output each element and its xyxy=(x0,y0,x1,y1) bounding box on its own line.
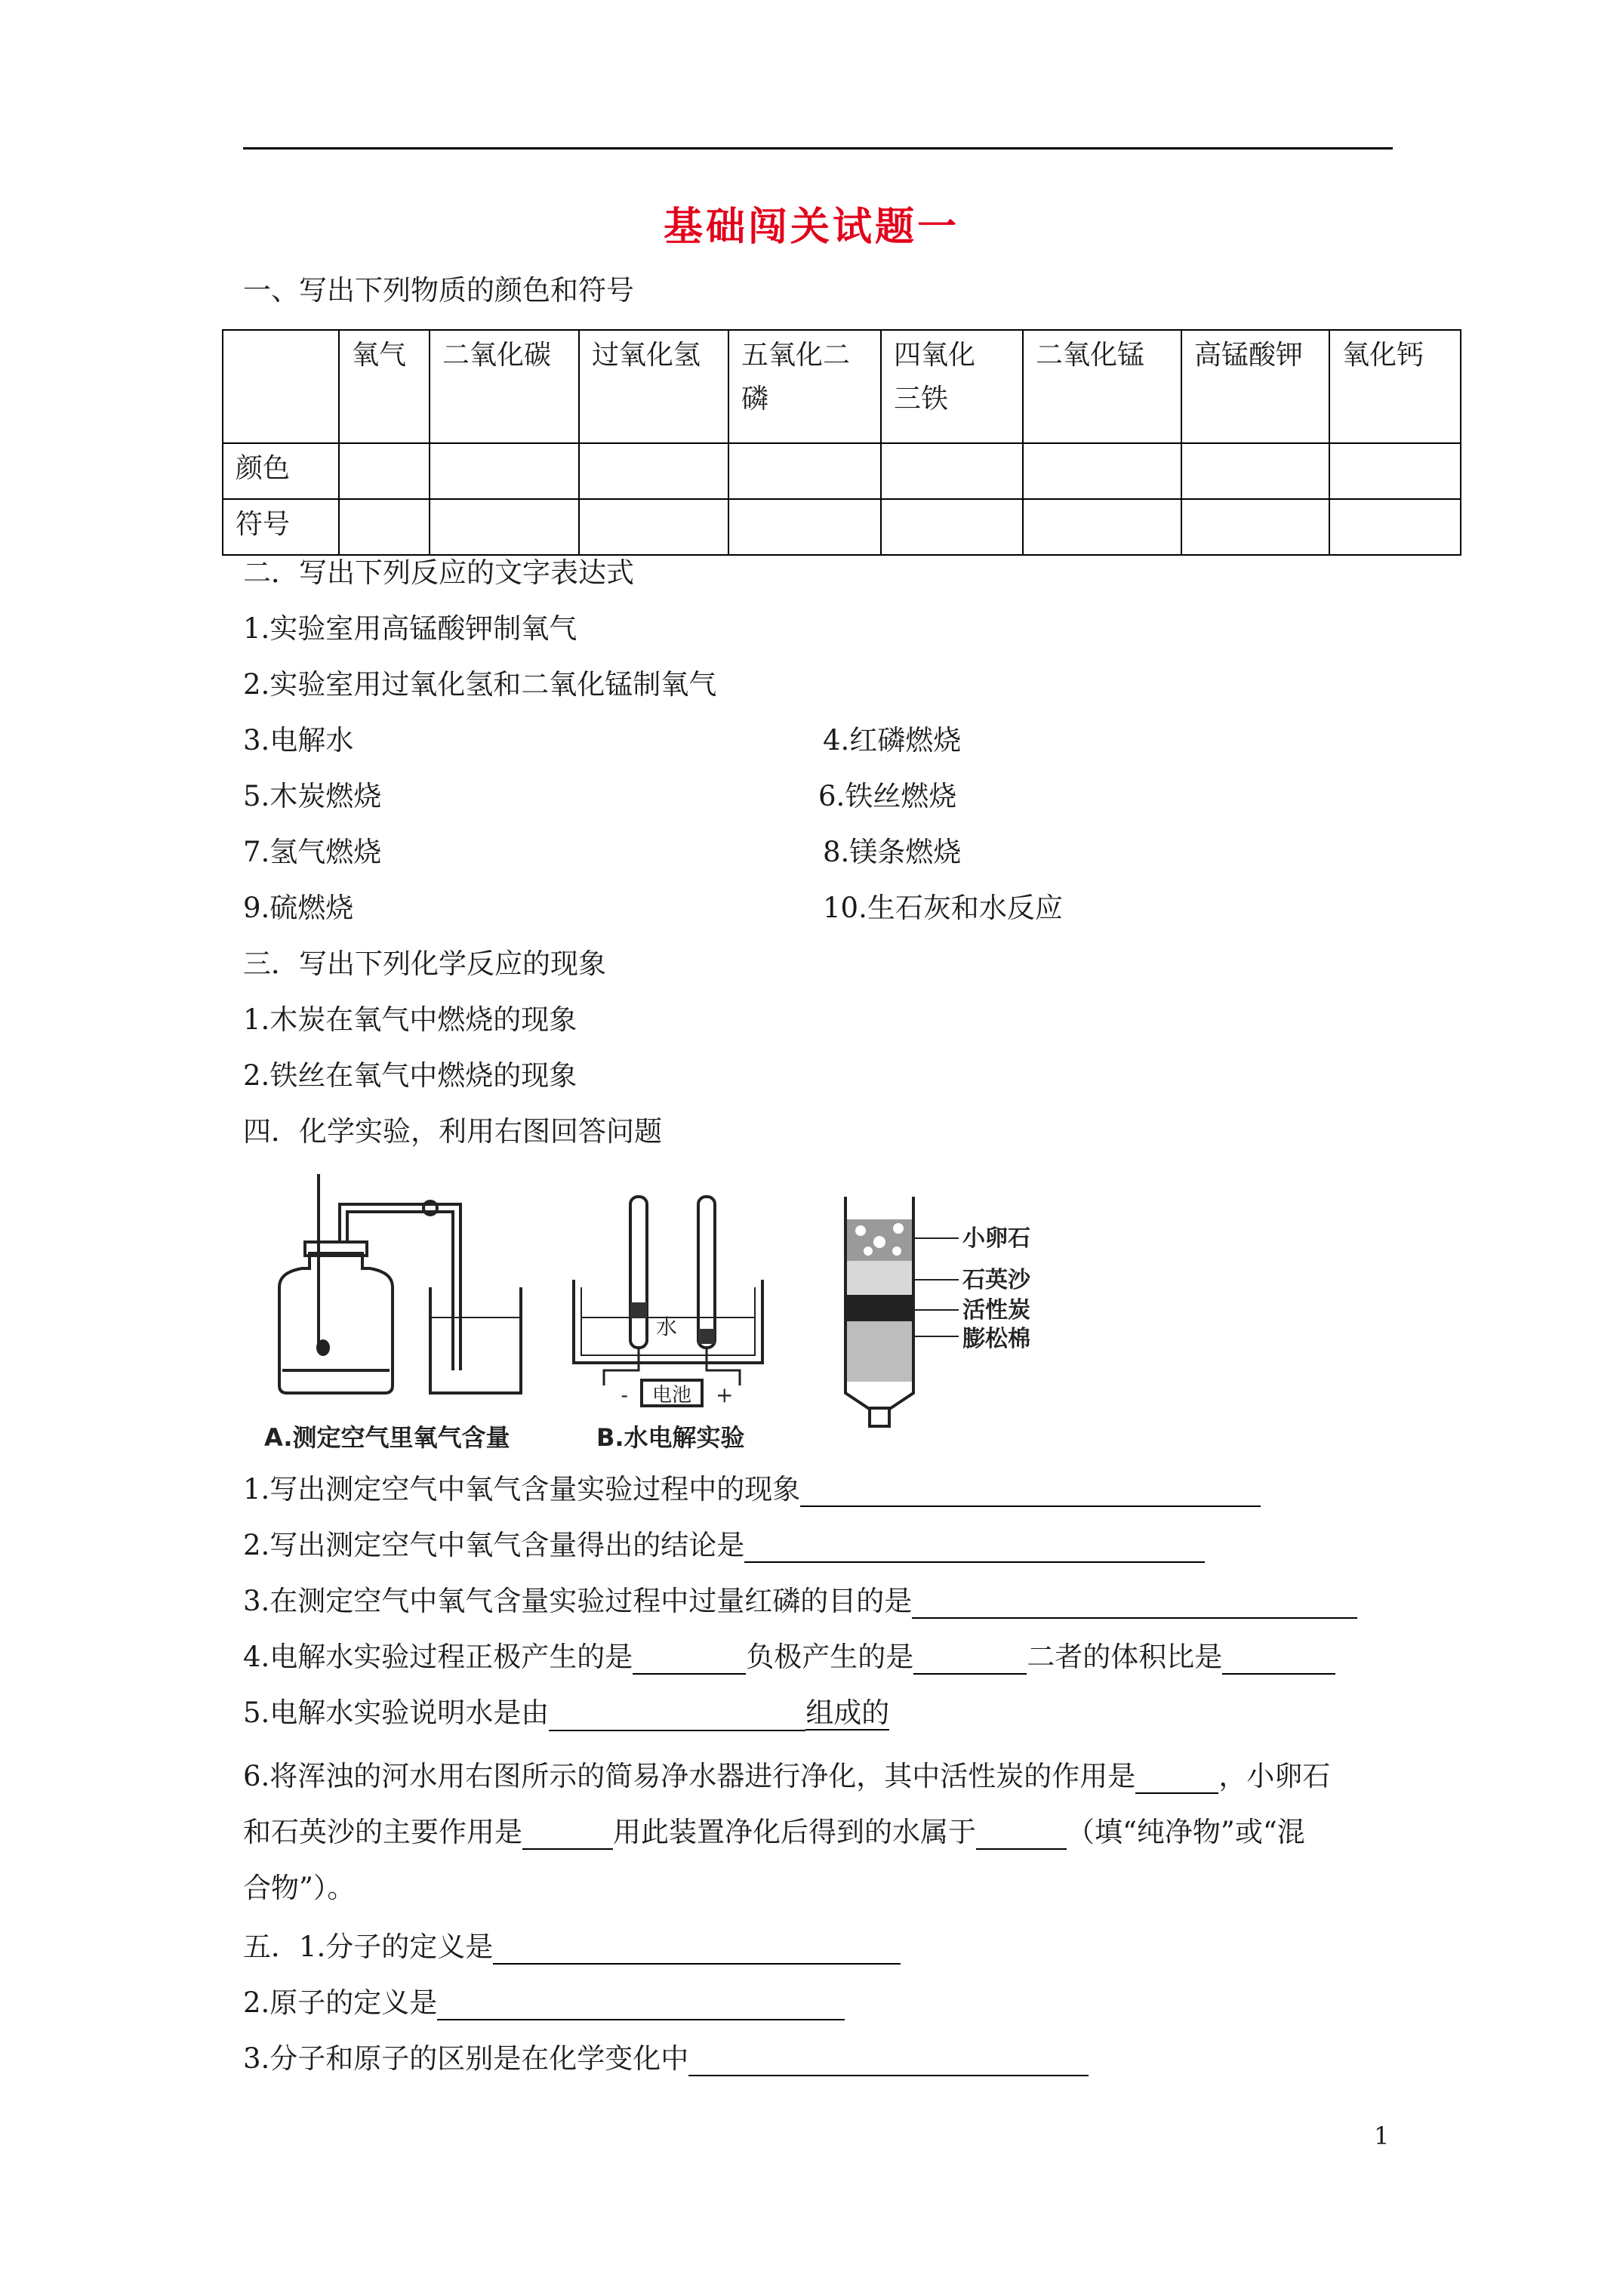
answer-blank[interactable] xyxy=(522,1823,613,1850)
table-corner-cell xyxy=(223,330,339,443)
header-rule xyxy=(243,147,1393,149)
table-header-cell: 高锰酸钾 xyxy=(1181,330,1329,443)
section4-q4: 4.电解水实验过程正极产生的是 负极产生的是 二者的体积比是 xyxy=(243,1640,1335,1675)
table-cell[interactable] xyxy=(1329,443,1461,499)
gas-bottle xyxy=(279,1253,393,1393)
battery-minus: - xyxy=(621,1382,628,1407)
table-cell[interactable] xyxy=(1023,499,1181,555)
table-cell[interactable] xyxy=(430,499,579,555)
answer-blank[interactable] xyxy=(633,1647,746,1675)
section4-q3: 3.在测定空气中氧气含量实验过程中过量红磷的目的是 xyxy=(243,1584,1357,1619)
electrode-right xyxy=(698,1329,715,1344)
figure-label-a: A.测定空气里氧气含量 xyxy=(264,1423,510,1452)
test-tube-left xyxy=(630,1197,647,1348)
section5-q1: 五．1.分子的定义是 xyxy=(243,1930,901,1965)
table-cell[interactable] xyxy=(430,443,579,499)
test-tube-right xyxy=(698,1197,715,1348)
answer-blank[interactable] xyxy=(744,1536,1205,1563)
electrode-left xyxy=(630,1302,647,1318)
answer-blank[interactable] xyxy=(800,1480,1261,1507)
section2-q2: 2.实验室用过氧化氢和二氧化锰制氧气 xyxy=(243,668,717,701)
answer-blank[interactable] xyxy=(437,1993,845,2020)
answer-blank[interactable] xyxy=(1135,1767,1218,1794)
section4-heading: 四．化学实验，利用右图回答问题 xyxy=(243,1115,662,1148)
section2-q5: 5.木炭燃烧 xyxy=(243,780,382,812)
section2-q1: 1.实验室用高锰酸钾制氧气 xyxy=(243,612,577,645)
section5-q3: 3.分子和原子的区别是在化学变化中 xyxy=(243,2042,1089,2076)
filter-label-cotton: 膨松棉 xyxy=(962,1326,1030,1352)
section2-heading: 二．写出下列反应的文字表达式 xyxy=(243,556,634,589)
quartz-sand-layer xyxy=(847,1261,912,1295)
table-cell[interactable] xyxy=(1181,499,1329,555)
table-row-symbol xyxy=(223,499,1461,555)
filter-label-sand: 石英沙 xyxy=(962,1267,1030,1293)
table-cell[interactable] xyxy=(1329,499,1461,555)
section2-q6: 6.铁丝燃烧 xyxy=(818,780,957,812)
answer-blank[interactable] xyxy=(549,1704,805,1731)
section4-q6-line3: 合物”）。 xyxy=(243,1872,356,1904)
answer-blank[interactable] xyxy=(1222,1647,1335,1675)
red-phosphorus-spoon xyxy=(316,1339,330,1356)
table-cell[interactable] xyxy=(579,443,728,499)
table-header-cell: 二氧化锰 xyxy=(1023,330,1181,443)
answer-blank[interactable] xyxy=(493,1937,901,1965)
page-title: 基础闯关试题一 xyxy=(663,205,959,250)
section4-q6-line1: 6.将浑浊的河水用右图所示的简易净水器进行净化，其中活性炭的作用是 ，小卵石 xyxy=(243,1760,1331,1792)
table-header-cell: 四氧化 三铁 xyxy=(881,330,1023,443)
cotton-layer xyxy=(847,1321,912,1382)
table-cell[interactable] xyxy=(339,443,430,499)
section2-q10: 10.生石灰和水反应 xyxy=(823,892,1063,924)
substance-table xyxy=(222,329,1461,556)
section3-q1: 1.木炭在氧气中燃烧的现象 xyxy=(243,1003,577,1036)
connecting-tube xyxy=(340,1204,460,1370)
section3-heading: 三．写出下列化学反应的现象 xyxy=(243,948,606,980)
table-cell[interactable] xyxy=(1023,443,1181,499)
table-header-cell: 五氧化二 磷 xyxy=(728,330,881,443)
section2-q8: 8.镁条燃烧 xyxy=(823,836,962,868)
section2-q3: 3.电解水 xyxy=(243,724,354,757)
section4-q5: 5.电解水实验说明水是由 组成的 xyxy=(243,1696,889,1731)
table-header-cell: 二氧化碳 xyxy=(430,330,579,443)
table-header-row xyxy=(223,330,1461,443)
filter-label-carbon: 活性炭 xyxy=(962,1297,1030,1324)
experiment-figure xyxy=(249,1166,1064,1453)
page-number: 1 xyxy=(1374,2122,1390,2150)
answer-blank[interactable] xyxy=(976,1823,1067,1850)
figure-label-b: B.水电解实验 xyxy=(596,1423,745,1452)
table-cell[interactable] xyxy=(881,499,1023,555)
table-cell[interactable] xyxy=(339,499,430,555)
section4-q2: 2.写出测定空气中氧气含量得出的结论是 xyxy=(243,1528,1205,1563)
activated-carbon-layer xyxy=(847,1295,912,1321)
table-header-cell: 氧气 xyxy=(339,330,430,443)
table-cell[interactable] xyxy=(728,443,881,499)
answer-blank[interactable] xyxy=(913,1647,1027,1675)
table-header-cell: 过氧化氢 xyxy=(579,330,728,443)
answer-blank[interactable] xyxy=(912,1592,1357,1619)
table-cell[interactable] xyxy=(881,443,1023,499)
row-label-color: 颜色 xyxy=(223,443,339,499)
section1-heading: 一、写出下列物质的颜色和符号 xyxy=(243,274,634,307)
water-label: 水 xyxy=(655,1314,678,1339)
battery-label: 电池 xyxy=(651,1384,692,1407)
section2-q7: 7.氢气燃烧 xyxy=(243,836,382,868)
table-cell[interactable] xyxy=(728,499,881,555)
table-cell[interactable] xyxy=(579,499,728,555)
section4-q6-line2: 和石英沙的主要作用是 用此装置净化后得到的水属于 （填“纯净物”或“混 xyxy=(243,1816,1305,1848)
section2-q9: 9.硫燃烧 xyxy=(243,892,354,924)
connecting-tube-inner xyxy=(347,1212,453,1370)
section4-q1: 1.写出测定空气中氧气含量实验过程中的现象 xyxy=(243,1472,1261,1507)
section3-q2: 2.铁丝在氧气中燃烧的现象 xyxy=(243,1059,577,1092)
table-header-cell: 氧化钙 xyxy=(1329,330,1461,443)
battery-plus: + xyxy=(716,1382,734,1407)
answer-blank[interactable] xyxy=(688,2049,1089,2076)
beaker xyxy=(430,1287,521,1393)
filter-label-pebble: 小卵石 xyxy=(962,1225,1030,1252)
table-row-color xyxy=(223,443,1461,499)
table-cell[interactable] xyxy=(1181,443,1329,499)
purifier-outlet xyxy=(870,1408,889,1426)
row-label-symbol: 符号 xyxy=(223,499,339,555)
section5-q2: 2.原子的定义是 xyxy=(243,1986,845,2020)
section2-q4: 4.红磷燃烧 xyxy=(823,724,962,757)
